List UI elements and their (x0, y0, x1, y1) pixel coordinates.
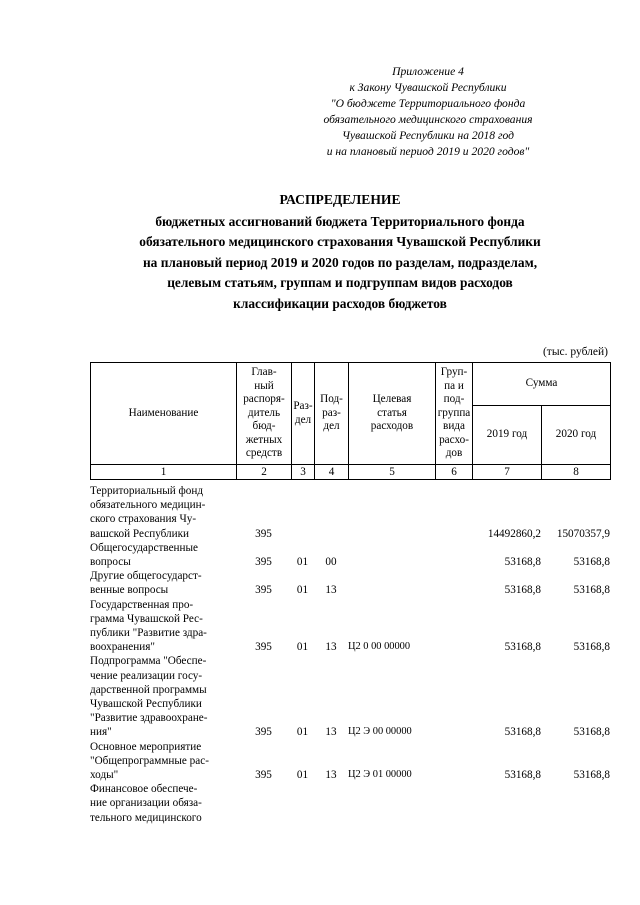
row-target-article (348, 569, 435, 597)
budget-table (90, 484, 610, 825)
row-name: Подпрограмма "Обеспе- чение реализации госу- дарственной программы Чувашской Республики "Развитие здравоохране- ния" (90, 655, 208, 739)
row-razdel: 01 (296, 726, 309, 739)
row-podrazdel: 13 (325, 584, 337, 597)
row-expense-type (435, 654, 472, 739)
row-razdel (291, 484, 314, 541)
row-expense-type (435, 740, 472, 783)
row-sum-2020: 53168,8 (573, 769, 610, 782)
row-target-article: Ц2 Э 00 00000 (348, 726, 412, 738)
column-number: 8 (542, 465, 611, 480)
row-expense-type (435, 598, 472, 655)
table-row (90, 541, 610, 569)
appendix-line: к Закону Чувашской Республики (349, 81, 507, 94)
row-sum-2020: 15070357,9 (556, 527, 610, 540)
header-grbs: Глав- ный распоря- дитель бюд- жетных средств (237, 363, 292, 465)
row-grbs (236, 782, 291, 825)
table-row (90, 598, 610, 655)
header-razdel: Раз- дел (292, 363, 315, 465)
title-line: на плановый период 2019 и 2020 годов по разделам, подразделам, (142, 254, 538, 270)
row-grbs: 395 (255, 527, 272, 540)
column-number: 5 (349, 465, 436, 480)
row-target-article (348, 541, 435, 569)
table-row (90, 654, 610, 739)
row-grbs: 395 (255, 556, 272, 569)
row-sum-2019: 53168,8 (504, 769, 541, 782)
column-number: 7 (473, 465, 542, 480)
row-grbs: 395 (255, 726, 272, 739)
row-podrazdel (314, 484, 348, 541)
units-label: (тыс. рублей) (542, 346, 608, 358)
header-name: Наименование (91, 363, 237, 465)
row-sum-2019: 53168,8 (504, 584, 541, 597)
row-target-article: Ц2 0 00 00000 (348, 641, 411, 653)
row-sum-2020: 53168,8 (573, 641, 610, 654)
row-sum-2020 (541, 782, 610, 825)
row-expense-type (435, 569, 472, 597)
row-sum-2019: 53168,8 (504, 641, 541, 654)
row-razdel: 01 (296, 641, 309, 654)
row-sum-2019: 53168,8 (504, 556, 541, 569)
row-grbs: 395 (255, 769, 272, 782)
header-year-2019: 2019 год (473, 406, 542, 465)
table-row (90, 740, 610, 783)
title-line: классификации расходов бюджетов (233, 295, 447, 311)
table-header (90, 362, 611, 480)
column-number: 4 (315, 465, 349, 480)
row-target-article (348, 782, 435, 825)
row-podrazdel: 00 (325, 556, 337, 569)
header-target-article: Целевая статья расходов (349, 363, 436, 465)
row-sum-2019: 53168,8 (504, 726, 541, 739)
row-target-article: Ц2 Э 01 00000 (348, 769, 412, 781)
appendix-line: и на плановый период 2019 и 2020 годов" (326, 145, 530, 158)
row-expense-type (435, 782, 472, 825)
row-podrazdel: 13 (325, 641, 337, 654)
row-razdel: 01 (296, 584, 309, 597)
row-name: Общегосударственные вопросы (90, 541, 198, 569)
row-sum-2019 (472, 782, 541, 825)
row-razdel (291, 782, 314, 825)
row-podrazdel: 13 (325, 769, 337, 782)
header-sum: Сумма (473, 363, 611, 406)
row-sum-2019: 14492860,2 (487, 527, 541, 540)
row-podrazdel: 13 (325, 726, 337, 739)
row-target-article (348, 484, 435, 541)
column-number: 2 (237, 465, 292, 480)
appendix-line: обязательного медицинского страхования (323, 113, 533, 126)
row-razdel: 01 (296, 556, 309, 569)
row-sum-2020: 53168,8 (573, 584, 610, 597)
table-row (90, 782, 610, 825)
column-number: 1 (91, 465, 237, 480)
row-name: Другие общегосударст- венные вопросы (90, 570, 202, 597)
row-grbs: 395 (255, 641, 272, 654)
header-expense-type: Груп- па и под- группа вида расхо- дов (436, 363, 473, 465)
row-podrazdel (314, 782, 348, 825)
column-number: 3 (292, 465, 315, 480)
row-name: Финансовое обеспече- ние организации обяза- тельного медицинского (90, 783, 202, 824)
header-year-2020: 2020 год (542, 406, 611, 465)
appendix-line: "О бюджете Территориального фонда (330, 97, 526, 110)
row-name: Государственная про- грамма Чувашской Рес- публики "Развитие здра- воохранения" (90, 598, 207, 654)
row-sum-2020: 53168,8 (573, 556, 610, 569)
appendix-header (268, 64, 588, 160)
row-grbs: 395 (255, 584, 272, 597)
table-row (90, 484, 610, 541)
title-line: целевым статьям, группам и подгруппам видов расходов (167, 275, 513, 290)
appendix-line: Чувашской Республики на 2018 год (341, 129, 515, 142)
column-number: 6 (436, 465, 473, 480)
title-line: бюджетных ассигнований бюджета Территориального фонда (155, 213, 525, 229)
appendix-line: Приложение 4 (392, 65, 464, 78)
row-expense-type (435, 484, 472, 541)
document-title (80, 190, 600, 314)
table-row (90, 569, 610, 597)
row-razdel: 01 (296, 769, 309, 782)
row-sum-2020: 53168,8 (573, 726, 610, 739)
row-expense-type (435, 541, 472, 569)
title-line: обязательного медицинского страхования Чувашской Республики (139, 234, 541, 249)
title-main: РАСПРЕДЕЛЕНИЕ (279, 192, 401, 207)
header-podrazdel: Под- раз- дел (315, 363, 349, 465)
row-name: Основное мероприятие "Общепрограммные рас- ходы" (90, 740, 209, 782)
row-name: Территориальный фонд обязательного медицин- ского страхования Чу- вашской Республики (90, 485, 206, 540)
